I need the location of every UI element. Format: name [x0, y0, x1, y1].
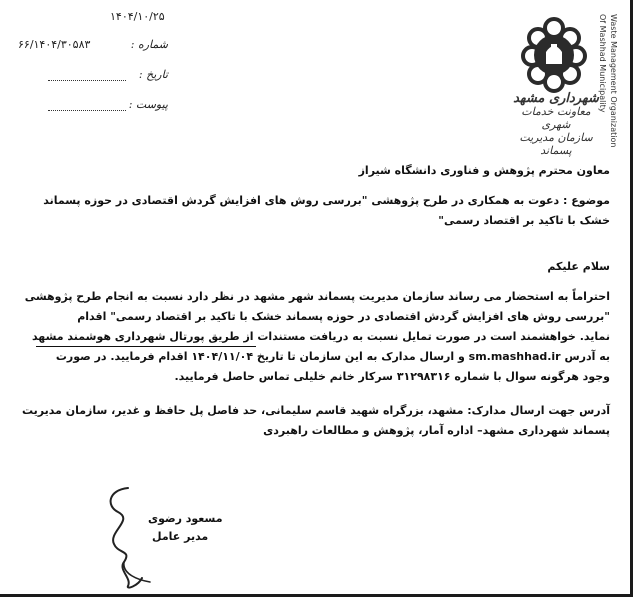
brand-persian-line1: شهرداری مشهد [513, 91, 599, 106]
paragraph-line-1: احتراماً به استحضار می رساند سازمان مدیریت پسماند شهر مشهد در نظر دارد نسبت به انجام طرح پژوهشی [24, 290, 610, 303]
date-dots [48, 80, 126, 81]
recipient: معاون محترم پژوهش و فناوری دانشگاه شیراز [358, 164, 610, 177]
date-value: ۱۴۰۴/۱۰/۲۵ [110, 10, 165, 23]
date-row [18, 10, 168, 28]
number-value: ۶۶/۱۴۰۴/۳۰۵۸۳ [18, 38, 91, 51]
brand-english-line1: Waste Management Organization [609, 14, 618, 148]
date-label-row [18, 68, 168, 86]
attachment-label: پیوست : [128, 98, 168, 111]
number-row [18, 38, 168, 56]
subject-line-1: موضوع : دعوت به همکاری در طرح پژوهشی "بررسی روش های افزایش گردش اقتصادی در حوزه پسماند [43, 194, 610, 207]
greeting: سلام علیکم [547, 260, 610, 273]
municipality-logo-icon [518, 14, 590, 94]
address-line-1: آدرس جهت ارسال مدارک: مشهد، بزرگراه شهید قاسم سلیمانی، حد فاصل پل حافظ و غدیر، سازمان مدیریت [21, 404, 610, 417]
signatory-name: مسعود رضوی [148, 512, 223, 525]
brand-persian [506, 92, 606, 157]
attachment-dots [48, 110, 126, 111]
brand-english-line2: Of Mashhad Municipality [598, 14, 607, 113]
paragraph-line-3: نماید. خواهشمند است در صورت تمایل نسبت به دریافت مستندات از طریق پورتال شهرداری هوشمند مشهد [31, 330, 610, 343]
paragraph-line-5: وجود هرگونه سوال با شماره ۳۱۲۹۸۳۱۶ سرکار خانم خلیلی تماس حاصل فرمایید. [174, 370, 610, 383]
brand-persian-line2: معاونت خدمات شهری [521, 105, 591, 131]
brand-persian-line3: سازمان مدیریت پسماند [519, 131, 593, 157]
paragraph-line-4: به آدرس sm.mashhad.ir و ارسال مدارک به این سازمان تا تاریخ ۱۴۰۴/۱۱/۰۴ اقدام فرمایید. در صورت [55, 350, 610, 363]
number-label: شماره : [130, 38, 168, 51]
portal-underline [36, 346, 256, 347]
paragraph-line-2: "بررسی روش های افزایش گردش اقتصادی در حوزه پسماند خشک با تاکید بر اقتصاد رسمی" اقدام [77, 310, 610, 323]
attachment-row [18, 98, 168, 116]
date-label: تاریخ : [138, 68, 168, 81]
subject-line-2: خشک با تاکید بر اقتصاد رسمی" [438, 214, 610, 227]
signatory-title: مدیر عامل [152, 530, 209, 543]
address-line-2: پسماند شهرداری مشهد– اداره آمار، پژوهش و مطالعات راهبردی [263, 424, 610, 437]
